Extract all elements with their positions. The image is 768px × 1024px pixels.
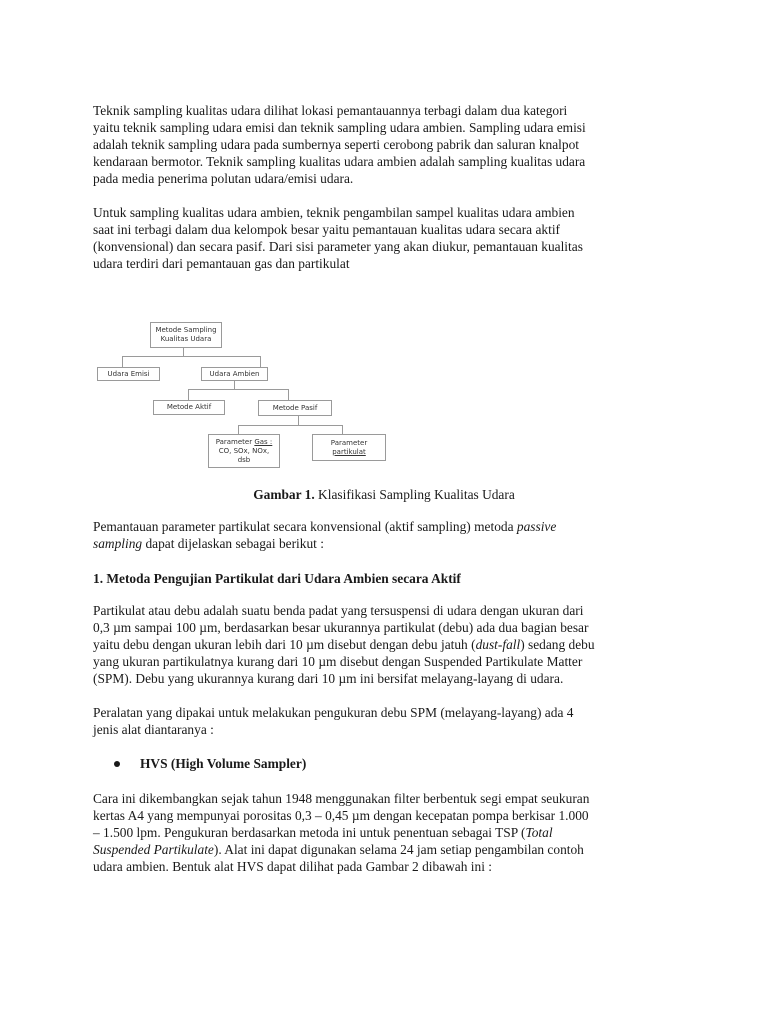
text-part: yaitu debu dengan ukuran lebih dari 10 µm disebut dengan debu jatuh ( [93,636,476,652]
node-label: Udara Emisi [107,369,150,378]
text-line: udara ambien. Bentuk alat HVS dapat dilihat pada Gambar 2 dibawah ini : [93,858,492,874]
text-line [93,536,673,553]
bullet-icon [114,761,120,767]
text-line: kendaraan bermotor. Teknik sampling kualitas udara ambien adalah sampling kualitas udara [93,153,586,169]
node-label [216,438,273,447]
diagram-node-udara-emisi [97,367,160,381]
text-part-italic: passive [516,519,557,534]
text-line [93,519,673,536]
node-label: dsb [237,455,251,464]
text-line: Teknik sampling kualitas udara dilihat lokasi pemantauannya terbagi dalam dua kategori [93,103,568,118]
text-part: ) sedang debu [520,636,595,652]
diagram-node-root [150,322,222,348]
text-part: Pemantauan parameter partikulat secara konvensional (aktif sampling) metoda [93,519,517,534]
diagram-node-parameter-partikulat [312,434,386,461]
diagram-node-udara-ambien [201,367,268,381]
connector-line [234,380,235,389]
paragraph-sampling-categories [93,103,673,188]
text-line: Untuk sampling kualitas udara ambien, teknik pengambilan sampel kualitas udara ambien [93,205,575,220]
paragraph-ambient-sampling [93,205,673,273]
text-line: Peralatan yang dipakai untuk melakukan pengukuran debu SPM (melayang-layang) ada 4 [93,705,574,720]
section-heading: 1. Metoda Pengujian Partikulat dari Udara Ambien secara Aktif [93,571,461,586]
connector-line [288,389,289,400]
text-part-italic: Total [525,824,553,840]
node-label: partikulat [332,447,366,456]
text-line [93,637,673,654]
text-line: 0,3 µm sampai 100 µm, berdasarkan besar ukurannya partikulat (debu) ada dua bagian besar [93,619,589,635]
text-line: yang ukuran partikulatnya kurang dari 10 µm disebut dengan Suspended Partikulate Matter [93,653,583,669]
paragraph-equipment-intro [93,705,673,739]
connector-line [183,347,184,356]
classification-diagram [94,318,394,470]
diagram-node-parameter-gas [208,434,280,468]
text-line: jenis alat diantaranya : [93,721,214,737]
node-label: Metode Sampling [155,326,217,334]
text-line: Cara ini dikembangkan sejak tahun 1948 menggunakan filter berbentuk segi empat seukuran [93,791,590,806]
node-label: Metode Pasif [272,403,318,412]
text-line: udara terdiri dari pemantauan gas dan partikulat [93,255,350,271]
bullet-item-hvs [118,756,306,772]
text-line: adalah teknik sampling udara pada sumbernya seperti cerobong pabrik dan saluran knalpot [93,136,579,152]
text-part: dapat dijelaskan sebagai berikut : [142,535,324,551]
text-line: (SPM). Debu yang ukurannya kurang dari 10 µm ini bersifat melayang-layang di udara. [93,670,564,686]
text-part-italic: dust-fall [475,636,521,652]
text-line: (konvensional) dan secara pasif. Dari sisi parameter yang akan diukur, pemantauan kualitas [93,238,583,254]
diagram-node-metode-aktif [153,400,225,415]
node-label: CO, SOx, NOx, [218,446,270,455]
connector-line [188,389,189,400]
connector-line [342,425,343,434]
node-label-part: Parameter [215,437,255,446]
node-label-part: Gas : [254,437,273,446]
diagram-node-metode-pasif [258,400,332,416]
connector-line [188,389,288,390]
node-label: Parameter [330,438,368,447]
text-line: pada media penerima polutan udara/emisi udara. [93,170,354,186]
text-part-italic: sampling [93,535,143,551]
caption-label: Gambar 1. [253,487,315,502]
connector-line [298,416,299,425]
node-label: Udara Ambien [209,369,260,378]
paragraph-passive-sampling-intro [93,519,673,553]
text-line [93,825,673,842]
paragraph-hvs-description [93,791,673,876]
text-line [93,842,673,859]
connector-line [122,356,260,357]
figure-caption [0,487,768,503]
connector-line [238,425,342,426]
text-line: saat ini terbagi dalam dua kelompok besar yaitu pemantauan kualitas udara secara aktif [93,221,560,237]
text-part-italic: Suspended Partikulate [93,841,214,857]
text-part: – 1.500 lpm. Pengukuran berdasarkan metoda ini untuk penentuan sebagai TSP ( [93,824,526,840]
text-line: Partikulat atau debu adalah suatu benda padat yang tersuspensi di udara dengan ukuran dari [93,603,584,618]
text-line: kertas A4 yang mempunyai porositas 0,3 – 0,45 µm dengan kecepatan pompa berkisar 1.000 [93,807,589,823]
paragraph-particulate-definition [93,603,673,688]
node-label: Kualitas Udara [160,335,212,343]
node-label: Metode Aktif [166,403,212,411]
text-line: yaitu teknik sampling udara emisi dan teknik sampling udara ambien. Sampling udara emisi [93,119,586,135]
text-part: ). Alat ini dapat digunakan selama 24 jam setiap pengambilan contoh [213,841,584,857]
caption-text: Klasifikasi Sampling Kualitas Udara [314,487,515,502]
bullet-label: HVS (High Volume Sampler) [140,756,307,771]
